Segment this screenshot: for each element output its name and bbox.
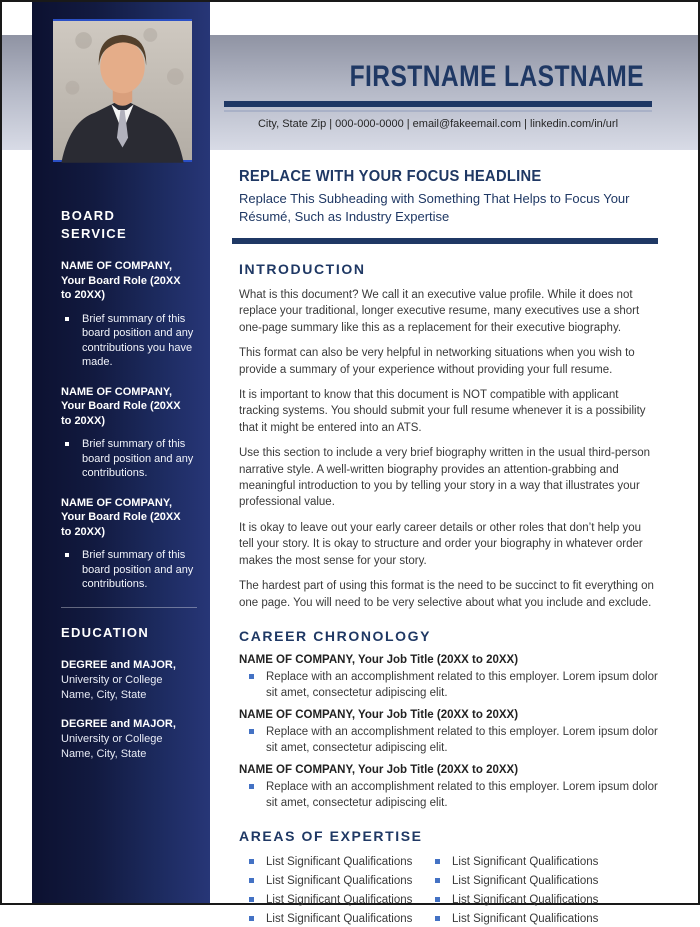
job-bullet (239, 669, 658, 702)
main-content (239, 168, 658, 927)
bullet-square-icon (65, 317, 69, 321)
bullet-square-icon (65, 442, 69, 446)
expertise-item-text: List Significant Qualifications (452, 856, 599, 869)
expertise-item-text: List Significant Qualifications (266, 875, 413, 888)
sidebar-content (61, 207, 197, 776)
job-title: NAME OF COMPANY, Your Job Title (20XX to 20XX) (239, 708, 519, 721)
career-entry (239, 654, 658, 702)
expertise-heading: AREAS OF EXPERTISE (239, 828, 423, 845)
job-bullet (239, 779, 658, 812)
board-role: NAME OF COMPANY, Your Board Role (20XX to 20XX) (61, 496, 181, 538)
expertise-item-text: List Significant Qualifications (452, 913, 599, 926)
bullet-square-icon (435, 859, 440, 864)
bullet-square-icon (249, 784, 254, 789)
expertise-item (239, 892, 425, 908)
board-summary-text: Brief summary of this board position and any contributions you have made. (82, 312, 194, 368)
expertise-item (425, 873, 611, 889)
focus-subheading: Replace This Subheading with Something That Helps to Focus Your Résumé, Such as Industry Expertise (239, 191, 630, 224)
expertise-item (239, 873, 425, 889)
school-label: University or College Name, City, State (61, 673, 163, 701)
education-entry (61, 658, 187, 703)
bullet-square-icon (435, 878, 440, 883)
job-bullet-text: Replace with an accomplishment related to this employer. Lorem ipsum dolor sit amet, consectetur adipiscing elit. (266, 670, 658, 700)
board-role: NAME OF COMPANY, Your Board Role (20XX to 20XX) (61, 260, 181, 301)
intro-paragraph: It is important to know that this document is NOT compatible with applicant tracking systems. You should submit your full resume whenever it is a possibility that it might be entered into an ATS. (239, 389, 646, 434)
intro-paragraph: Use this section to include a very brief biography written in the usual third-person narrative style. A well-written biography provides an attention-grabbing and meaningful introduction to you by telling your story in a way that illustrates your professional value. (239, 447, 651, 509)
board-entry (61, 259, 197, 370)
expertise-item-text: List Significant Qualifications (266, 856, 413, 869)
board-summary-text: Brief summary of this board position and any contributions. (82, 549, 194, 590)
expertise-item-text: List Significant Qualifications (452, 875, 599, 888)
sidebar (32, 2, 210, 903)
board-summary (61, 437, 197, 481)
bullet-square-icon (249, 674, 254, 679)
expertise-grid (239, 854, 658, 927)
bullet-square-icon (249, 916, 254, 921)
job-title: NAME OF COMPANY, Your Job Title (20XX to 20XX) (239, 653, 519, 666)
introduction-heading: INTRODUCTION (239, 261, 366, 277)
section-divider-rule (232, 238, 658, 244)
contact-line: City, State Zip | 000-000-0000 | email@fakeemail.com | linkedin.com/in/url (257, 118, 619, 130)
bullet-square-icon (435, 897, 440, 902)
expertise-item-text: List Significant Qualifications (452, 894, 599, 907)
name-underline-thin (224, 110, 652, 112)
degree-label: DEGREE and MAJOR, (61, 717, 176, 730)
bullet-square-icon (435, 916, 440, 921)
education-entry (61, 717, 187, 762)
headshot-illustration (55, 21, 190, 160)
expertise-item (239, 854, 425, 870)
career-entry (239, 764, 658, 812)
education-title: EDUCATION (61, 624, 150, 640)
board-entry (61, 496, 197, 592)
person-name: FIRSTNAME LASTNAME (349, 60, 644, 93)
sidebar-divider (61, 607, 197, 608)
expertise-item-text: List Significant Qualifications (266, 913, 413, 926)
board-service-title: BOARD SERVICE (61, 208, 127, 241)
job-bullet-text: Replace with an accomplishment related to this employer. Lorem ipsum dolor sit amet, consectetur adipiscing elit. (266, 780, 658, 809)
bullet-square-icon (249, 878, 254, 883)
expertise-item (425, 854, 611, 870)
degree-label: DEGREE and MAJOR, (61, 658, 176, 671)
school-label: University or College Name, City, State (61, 732, 163, 760)
intro-paragraph: It is okay to leave out your early career details or other roles that don’t help you tell your story. It is okay to structure and order your biography in whatever order makes the most sense for your story. (239, 521, 643, 567)
job-bullet-text: Replace with an accomplishment related to this employer. Lorem ipsum dolor sit amet, consectetur adipiscing elit. (266, 725, 658, 755)
career-heading: CAREER CHRONOLOGY (239, 627, 432, 644)
bullet-square-icon (249, 729, 254, 734)
bullet-square-icon (249, 897, 254, 902)
intro-paragraph: What is this document? We call it an executive value profile. While it does not replace your traditional, longer executive resume, many executives use a short one-page summary like this as a replacement for their executive biography. (239, 289, 640, 334)
intro-paragraph: This format can also be very helpful in networking situations when you wish to provide a summary of your experience without providing your full resume. (239, 347, 635, 376)
intro-paragraph: The hardest part of using this format is the need to be succinct to fit everything on one page. You will need to be very selective about what you include and exclude. (239, 580, 654, 609)
bullet-square-icon (65, 553, 69, 557)
focus-headline: REPLACE WITH YOUR FOCUS HEADLINE (239, 168, 542, 185)
bullet-square-icon (249, 859, 254, 864)
profile-photo (53, 19, 192, 162)
main-column (210, 2, 698, 926)
board-summary-text: Brief summary of this board position and any contributions. (82, 438, 194, 479)
name-underline-bar (224, 101, 652, 107)
board-summary (61, 548, 197, 592)
expertise-item-text: List Significant Qualifications (266, 894, 413, 907)
expertise-item (425, 892, 611, 908)
expertise-item (425, 911, 611, 927)
job-bullet (239, 724, 658, 757)
career-entry (239, 709, 658, 757)
expertise-item (239, 911, 425, 927)
board-role: NAME OF COMPANY, Your Board Role (20XX to 20XX) (61, 385, 181, 427)
board-summary (61, 312, 197, 370)
job-title: NAME OF COMPANY, Your Job Title (20XX to 20XX) (239, 763, 519, 776)
board-entry (61, 385, 197, 481)
